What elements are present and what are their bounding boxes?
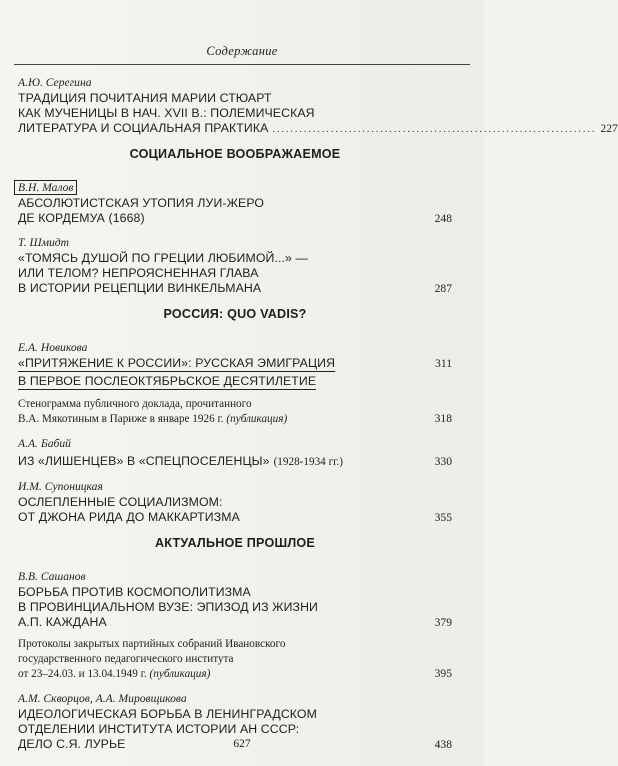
entry-title-line: В ИСТОРИИ РЕЦЕПЦИИ ВИНКЕЛЬМАНА [18, 281, 262, 295]
entry-title-line: ОТ ДЖОНА РИДА ДО МАККАРТИЗМА [18, 510, 240, 524]
toc-entry-schmidt [18, 233, 452, 296]
entry-title-line: «ПРИТЯЖЕНИЕ К РОССИИ»: РУССКАЯ ЭМИГРАЦИЯ [18, 356, 336, 370]
entry-title-line: БОРЬБА ПРОТИВ КОСМОПОЛИТИЗМА [18, 585, 251, 599]
entry-title-line: КАК МУЧЕНИЦЫ В НАЧ. XVII В.: ПОЛЕМИЧЕСКАЯ [18, 106, 315, 120]
entry-title-line: А.П. КАЖДАНА [18, 615, 107, 629]
entry-title-line: АБСОЛЮТИСТСКАЯ УТОПИЯ ЛУИ-ЖЕРО [18, 196, 265, 210]
section-heading-actual-past: АКТУАЛЬНОЕ ПРОШЛОЕ [155, 536, 315, 550]
toc-entry-suponitskaya [18, 477, 452, 525]
running-head: Содержание [206, 44, 278, 58]
page-folio: 627 [233, 738, 251, 750]
entry-title-line: ЛИТЕРАТУРА И СОЦИАЛЬНАЯ ПРАКТИКА [18, 121, 269, 135]
entry-title-line: ТРАДИЦИЯ ПОЧИТАНИЯ МАРИИ СТЮАРТ [18, 91, 272, 105]
entry-author: А.А. Бабий [18, 437, 71, 450]
page-number: 438 [434, 738, 452, 751]
toc-entry-sashanov [18, 567, 452, 630]
entry-last-line [18, 615, 452, 630]
section-heading-social-imaginary: СОЦИАЛЬНОЕ ВООБРАЖАЕМОЕ [129, 147, 341, 161]
entry-title-line: ИЗ «ЛИШЕНЦЕВ» В «СПЕЦПОСЕЛЕНЦЫ» [18, 454, 270, 468]
entry-title-row [18, 452, 343, 470]
entry-title-line: ОСЛЕПЛЕННЫЕ СОЦИАЛИЗМОМ: [18, 495, 223, 509]
publication-text: В.А. Мякотиным в Париже в январе 1926 г. [18, 413, 224, 425]
entry-title-line: В ПЕРВОЕ ПОСЛЕОКТЯБРЬСКОЕ ДЕСЯТИЛЕТИЕ [18, 374, 317, 388]
header-rule [14, 64, 470, 65]
toc-entry-protokoly [18, 637, 452, 682]
toc-entry-malov [18, 178, 452, 226]
publication-note: (публикация) [149, 668, 211, 680]
toc-content [18, 73, 618, 752]
entry-title-row [18, 356, 452, 372]
publication-line [18, 667, 210, 682]
page-number: 318 [434, 412, 452, 425]
publication-note: (публикация) [226, 413, 288, 425]
entry-last-line [18, 452, 452, 470]
entry-author: И.М. Супоницкая [18, 480, 103, 493]
section-heading-russia: РОССИЯ: QUO VADIS? [163, 307, 307, 321]
entry-last-line [18, 211, 452, 226]
entry-author: В.В. Сашанов [18, 570, 86, 583]
leader-dots: ........................................................................ [272, 124, 597, 135]
entry-years: (1928-1934 гг.) [273, 456, 344, 468]
entry-last-line [18, 412, 452, 427]
entry-author: В.Н. Малов [14, 180, 77, 195]
page-number: 379 [434, 616, 452, 629]
entry-title-line: В ПРОВИНЦИАЛЬНОМ ВУЗЕ: ЭПИЗОД ИЗ ЖИЗНИ [18, 600, 318, 614]
page-number: 227 [600, 122, 618, 135]
entry-author: А.М. Скворцов, А.А. Мировщикова [18, 692, 187, 705]
toc-entry-stenogramma [18, 397, 452, 427]
publication-line: Протоколы закрытых партийных собраний Ивановского [18, 638, 286, 650]
page-number: 355 [434, 511, 452, 524]
entry-title-line: ДЕ КОРДЕМУА (1668) [18, 211, 145, 225]
page-number: 395 [434, 667, 452, 680]
entry-last-line [18, 281, 452, 296]
entry-author: Т. Шмидт [18, 236, 70, 249]
page-number: 311 [435, 357, 452, 370]
entry-title-line: ДЕЛО С.Я. ЛУРЬЕ [18, 737, 126, 751]
publication-line [18, 412, 287, 427]
entry-title-line: ИЛИ ТЕЛОМ? НЕПРОЯСНЕННАЯ ГЛАВА [18, 266, 259, 280]
entry-title-line: «ТОМЯСЬ ДУШОЙ ПО ГРЕЦИИ ЛЮБИМОЙ...» — [18, 251, 308, 265]
entry-title-line: ОТДЕЛЕНИИ ИНСТИТУТА ИСТОРИИ АН СССР: [18, 722, 300, 736]
publication-line: государственного педагогического института [18, 653, 234, 665]
toc-entry-seregina [18, 73, 618, 136]
publication-line: Стенограмма публичного доклада, прочитанного [18, 398, 252, 410]
toc-entry-babiy [18, 434, 452, 470]
entry-title-line: ИДЕОЛОГИЧЕСКАЯ БОРЬБА В ЛЕНИНГРАДСКОМ [18, 707, 317, 721]
publication-text: от 23–24.03. и 13.04.1949 г. [18, 668, 147, 680]
toc-entry-novikova [18, 338, 452, 390]
page-number: 248 [434, 212, 452, 225]
entry-author: А.Ю. Серегина [18, 76, 92, 89]
entry-last-line [18, 121, 618, 136]
page-number: 287 [434, 282, 452, 295]
entry-author: Е.А. Новикова [18, 341, 88, 354]
entry-last-line [18, 510, 452, 525]
entry-last-line [18, 667, 452, 682]
page-number: 330 [434, 455, 452, 468]
